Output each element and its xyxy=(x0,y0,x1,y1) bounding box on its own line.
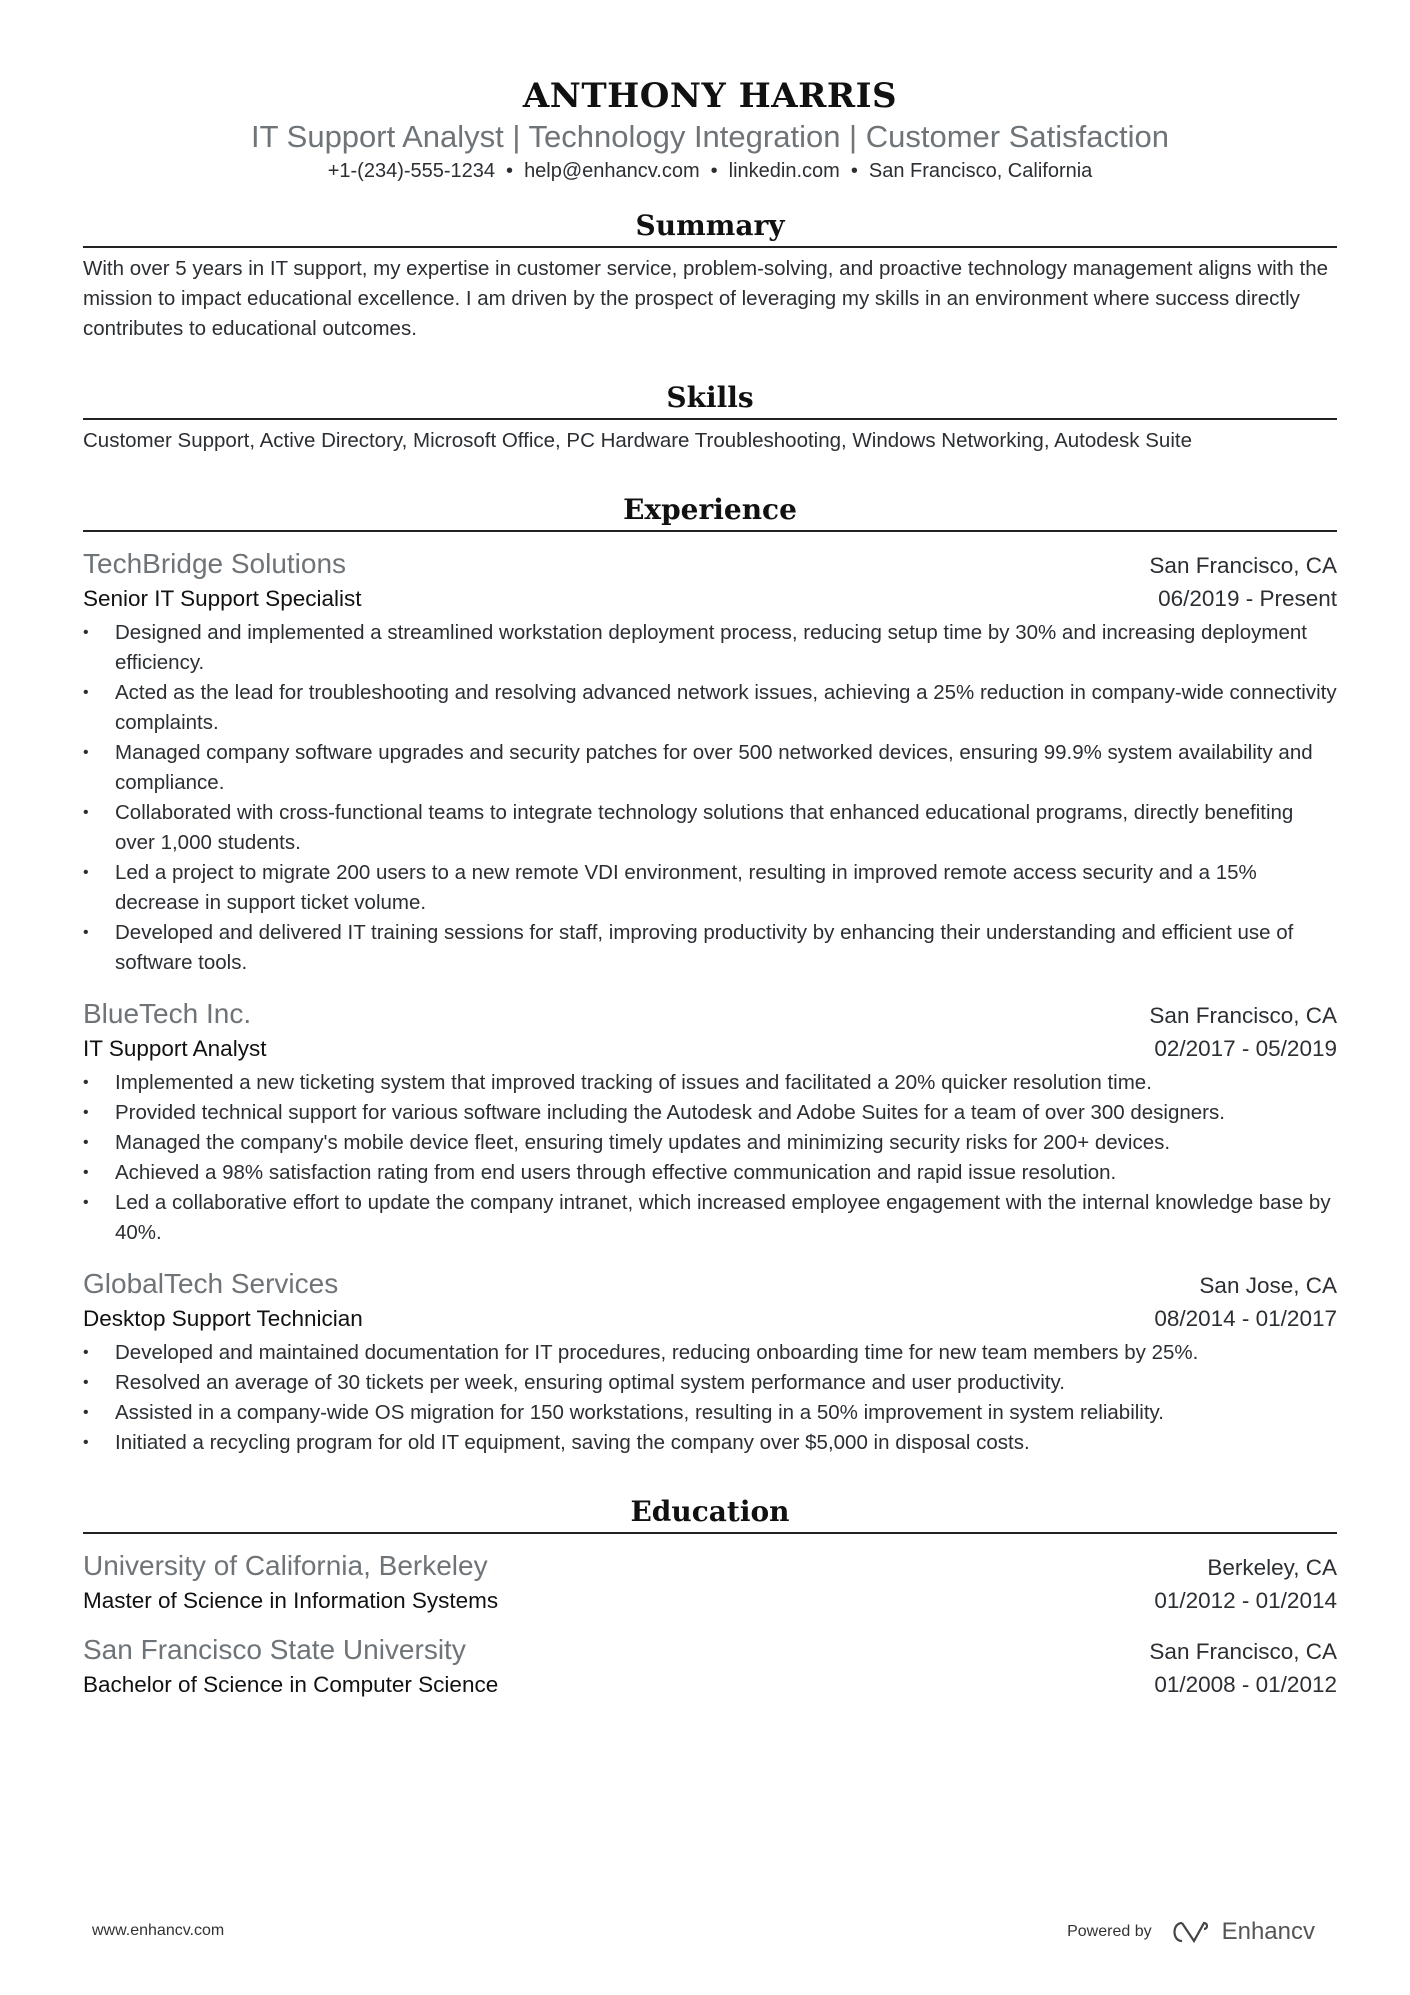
education-entry xyxy=(83,1548,1337,1618)
education-section xyxy=(83,1494,1337,1702)
job-entry xyxy=(83,1266,1337,1458)
brand-name: Enhancv xyxy=(1221,1918,1315,1945)
job-role: Desktop Support Technician xyxy=(83,1306,363,1331)
experience-section xyxy=(83,492,1337,1458)
location: San Francisco, California xyxy=(868,160,1093,182)
company-name: TechBridge Solutions xyxy=(83,548,347,579)
bullet-item: • Initiated a recycling program for old IT equipment, saving the company over $5,000 in disposal costs. xyxy=(83,1428,1337,1458)
powered-by-label: Powered by xyxy=(1067,1923,1152,1940)
education-entry xyxy=(83,1632,1337,1702)
bullet-item: • Led a project to migrate 200 users to a new remote VDI environment, resulting in improved remote access security and a 15% decrease in support ticket volume. xyxy=(83,858,1337,918)
skills-text: Customer Support, Active Directory, Microsoft Office, PC Hardware Troubleshooting, Windows Networking, Autodesk Suite xyxy=(83,429,1192,452)
candidate-name: ANTHONY HARRIS xyxy=(522,76,898,116)
education-dates: 01/2008 - 01/2012 xyxy=(1154,1672,1337,1697)
job-entry xyxy=(83,546,1337,978)
section-heading: Education xyxy=(630,1495,790,1528)
section-heading: Skills xyxy=(666,381,754,414)
enhancv-logo-icon xyxy=(1168,1920,1214,1944)
bullet-item: • Led a collaborative effort to update the company intranet, which increased employee engagement with the internal knowledge base by 40%. xyxy=(83,1188,1337,1248)
job-dates: 08/2014 - 01/2017 xyxy=(1154,1306,1337,1331)
skills-section xyxy=(83,380,1337,456)
resume-page xyxy=(83,0,1337,1702)
company-name: BlueTech Inc. xyxy=(83,998,252,1029)
bullet-item: • Collaborated with cross-functional teams to integrate technology solutions that enhanced educational programs, directly benefiting over 1,000 students. xyxy=(83,798,1337,858)
job-location: San Francisco, CA xyxy=(1149,1003,1337,1028)
section-divider xyxy=(83,246,1337,248)
powered-by xyxy=(1067,1918,1315,1946)
bullet-item: • Managed the company's mobile device fleet, ensuring timely updates and minimizing security risks for 200+ devices. xyxy=(83,1128,1337,1158)
school-name: University of California, Berkeley xyxy=(83,1550,488,1581)
degree: Master of Science in Information Systems xyxy=(83,1588,499,1613)
bullet-item: • Acted as the lead for troubleshooting and resolving advanced network issues, achieving a 25% reduction in company-wide connectivity complaints. xyxy=(83,678,1337,738)
bullet-item: • Achieved a 98% satisfaction rating from end users through effective communication and rapid issue resolution. xyxy=(83,1158,1337,1188)
section-divider xyxy=(83,1532,1337,1534)
section-divider xyxy=(83,530,1337,532)
school-location: Berkeley, CA xyxy=(1207,1555,1337,1580)
separator-dot: • xyxy=(506,160,514,182)
job-entry xyxy=(83,996,1337,1248)
phone: +1-(234)-555-1234 xyxy=(327,160,496,182)
candidate-title: IT Support Analyst | Technology Integration | Customer Satisfaction xyxy=(251,119,1169,154)
bullet-item: • Assisted in a company-wide OS migration for 150 workstations, resulting in a 50% improvement in system reliability. xyxy=(83,1398,1337,1428)
job-dates: 02/2017 - 05/2019 xyxy=(1154,1036,1337,1061)
linkedin-link[interactable]: linkedin.com xyxy=(728,160,840,182)
enhancv-logo[interactable] xyxy=(1168,1918,1315,1946)
email-link[interactable]: help@enhancv.com xyxy=(524,160,700,182)
education-dates: 01/2012 - 01/2014 xyxy=(1154,1588,1337,1613)
separator-dot: • xyxy=(850,160,858,182)
section-divider xyxy=(83,418,1337,420)
degree: Bachelor of Science in Computer Science xyxy=(83,1672,499,1697)
company-name: GlobalTech Services xyxy=(83,1268,339,1299)
bullet-item: • Resolved an average of 30 tickets per week, ensuring optimal system performance and user productivity. xyxy=(83,1368,1337,1398)
job-role: Senior IT Support Specialist xyxy=(83,586,362,611)
separator-dot: • xyxy=(710,160,718,182)
bullet-item: • Designed and implemented a streamlined workstation deployment process, reducing setup time by 30% and increasing deployment efficiency. xyxy=(83,618,1337,678)
section-heading: Summary xyxy=(635,209,785,242)
bullet-item: • Developed and delivered IT training sessions for staff, improving productivity by enhancing their understanding and efficient use of software tools. xyxy=(83,918,1337,978)
school-location: San Francisco, CA xyxy=(1149,1639,1337,1664)
bullet-item: • Developed and maintained documentation for IT procedures, reducing onboarding time for new team members by 25%. xyxy=(83,1338,1337,1368)
summary-text: With over 5 years in IT support, my expertise in customer service, problem-solving, and proactive technology management aligns with the mission to impact educational excellence. I am driven by the prospect of leveraging my skills in an environment where success directly contributes to educational outcomes. xyxy=(83,257,1329,340)
bullet-item: • Managed company software upgrades and security patches for over 500 networked devices, ensuring 99.9% system availability and compliance. xyxy=(83,738,1337,798)
job-dates: 06/2019 - Present xyxy=(1158,586,1337,611)
contact-line xyxy=(83,158,1337,184)
job-location: San Jose, CA xyxy=(1199,1273,1337,1298)
bullet-item: • Provided technical support for various software including the Autodesk and Adobe Suites for a team of over 300 designers. xyxy=(83,1098,1337,1128)
footer-website[interactable]: www.enhancv.com xyxy=(92,1922,225,1939)
summary-section xyxy=(83,208,1337,344)
job-role: IT Support Analyst xyxy=(83,1036,267,1061)
school-name: San Francisco State University xyxy=(83,1634,466,1665)
bullet-item: • Implemented a new ticketing system that improved tracking of issues and facilitated a 20% quicker resolution time. xyxy=(83,1068,1337,1098)
job-location: San Francisco, CA xyxy=(1149,553,1337,578)
section-heading: Experience xyxy=(623,493,797,526)
